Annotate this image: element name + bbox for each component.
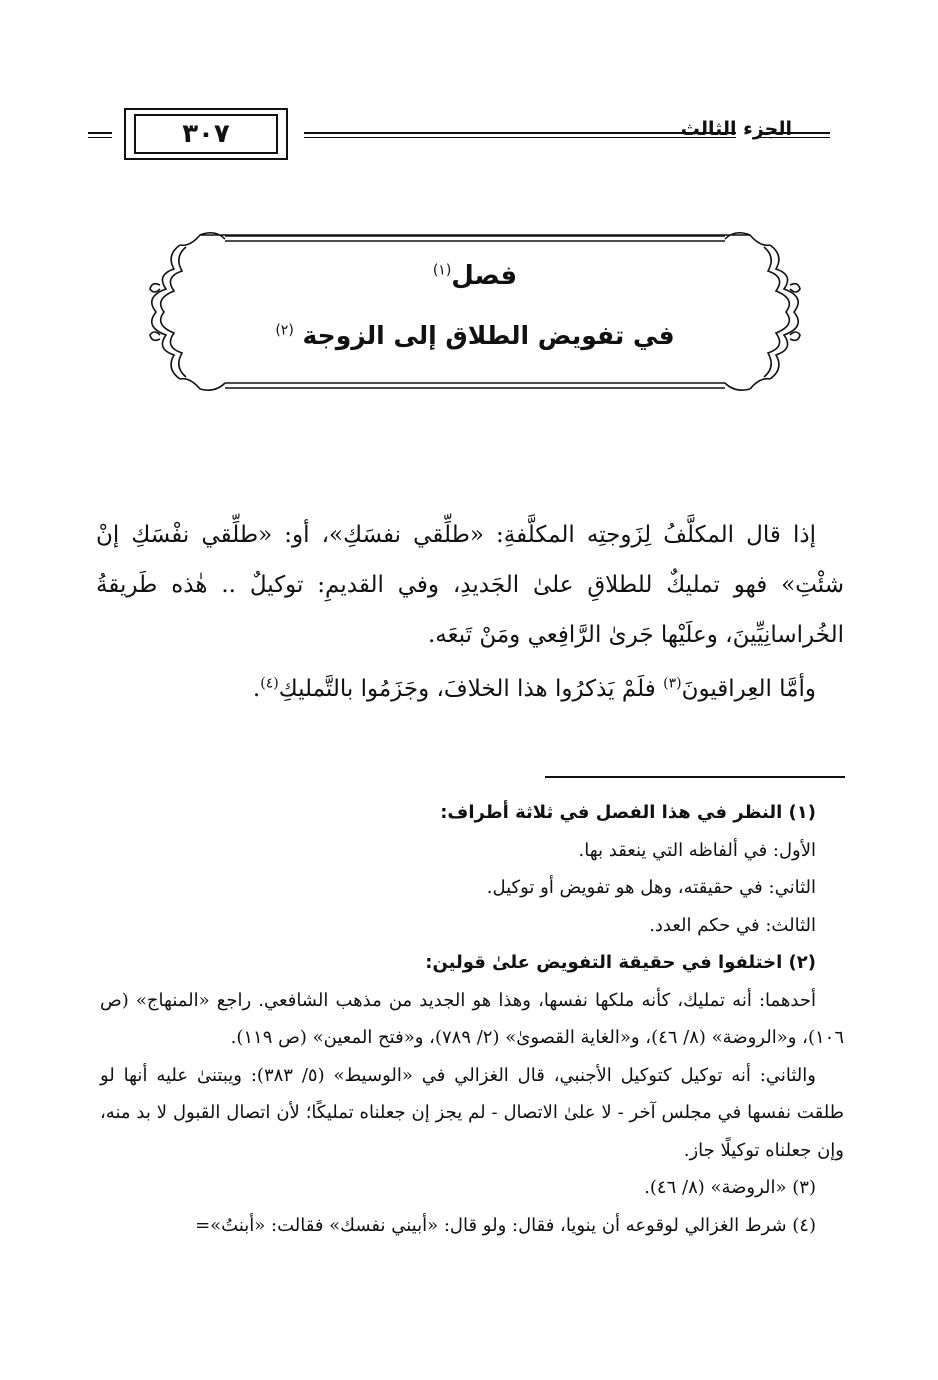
chapter-title-text: فصل xyxy=(451,261,518,291)
footnote-2-paragraph-1: أحدهما: أنه تمليك، كأنه ملكها نفسها، وهذا هو الجديد من مذهب الشافعي. راجع «المنهاج» (ص ١٠٦)، و«الروضة» (٨/ ٤٦)، و«الغاية القصوىٰ» (٢/ ٧٨٩)، و«فتح المعين» (ص ١١٩). xyxy=(100,989,844,1048)
header-rule-left xyxy=(88,132,112,138)
footnote-marker-3: (٣) xyxy=(663,675,682,692)
paragraph-2-part-c: . xyxy=(252,676,261,702)
footnote-2-paragraph-2: والثاني: أنه توكيل كتوكيل الأجنبي، قال الغزالي في «الوسيط» (٥/ ٣٨٣): ويبتنىٰ عليه أنها لو طلقت نفسها في مجلس آخر - لا علىٰ الاتصال - لم يجز إن جعلناه تمليكًا؛ لأن اتصال القبول لا بد منه، وإن جعلناه توكيلًا جاز. xyxy=(100,1064,844,1161)
footnote-marker-1: (١) xyxy=(432,262,452,279)
footnote-4: (٤) شرط الغزالي لوقوعه أن ينويا، فقال: ولو قال: «أبيني نفسك» فقالت: «أبنتُ»= xyxy=(195,1214,816,1236)
footnote-1-line-1: الأول: في ألفاظه التي ينعقد بها. xyxy=(578,839,816,861)
ornamental-border xyxy=(130,225,820,400)
footnote-1-line-2: الثاني: في حقيقته، وهل هو تفويض أو توكيل. xyxy=(486,877,816,898)
chapter-title xyxy=(130,261,820,291)
footnote-separator xyxy=(545,776,845,778)
footnote-1-heading: (١) النظر في هذا الفصل في ثلاثة أطراف: xyxy=(440,802,816,823)
page-number: ٣٠٧ xyxy=(134,114,278,154)
footnotes xyxy=(100,794,844,1244)
main-text xyxy=(96,510,844,714)
chapter-heading-frame xyxy=(130,225,820,400)
footnote-3: (٣) «الروضة» (٨/ ٤٦). xyxy=(644,1177,816,1198)
footnote-marker-4: (٤) xyxy=(260,675,279,692)
footnote-marker-2: (٢) xyxy=(275,322,294,339)
paragraph-2-part-a: وأمَّا العِراقيونَ xyxy=(681,676,816,702)
header-rule-right xyxy=(760,132,830,138)
page-header xyxy=(88,108,850,164)
header-rule-middle xyxy=(304,132,736,138)
paragraph-2 xyxy=(96,664,844,714)
footnote-2-heading: (٢) اختلفوا في حقيقة التفويض علىٰ قولين: xyxy=(425,952,816,973)
footnote-1-line-3: الثالث: في حكم العدد. xyxy=(649,914,816,936)
paragraph-1: إذا قال المكلَّفُ لِزَوجتِه المكلَّفةِ: «طلِّقي نفسَكِ»، أو: «طلِّقي نفْسَكِ إنْ شئْتِ» فهو تمليكٌ للطلاقِ علىٰ الجَديدِ، وفي القديمِ: توكيلٌ .. هٰذه طَريقةُ الخُراسانِيِّينَ، وعلَيْها جَرىٰ الرَّافِعي ومَنْ تَبعَه. xyxy=(96,522,844,648)
chapter-subtitle-text: في تفويض الطلاق إلى الزوجة xyxy=(302,321,675,350)
running-title: الجزء الثالث xyxy=(680,118,792,140)
page-number-box xyxy=(124,108,288,160)
paragraph-2-part-b: فلَمْ يَذكرُوا هذا الخلافَ، وجَزَمُوا بالتَّمليكِ xyxy=(278,676,664,702)
chapter-subtitle xyxy=(130,321,820,350)
